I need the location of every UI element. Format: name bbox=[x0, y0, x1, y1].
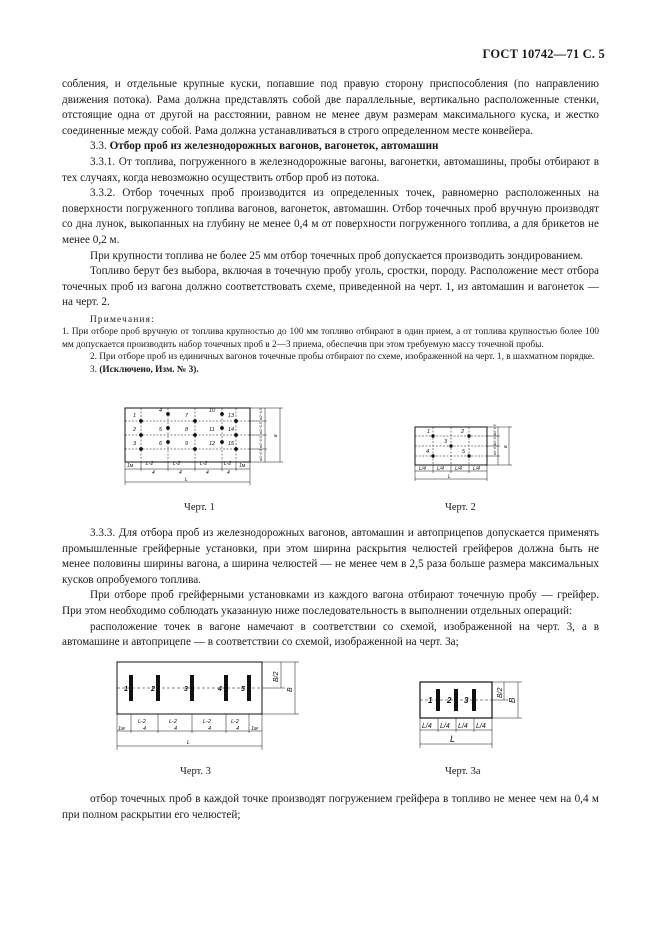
sample-point bbox=[467, 454, 470, 457]
point-label: 15 bbox=[228, 441, 235, 447]
sample-point bbox=[234, 433, 238, 437]
sample-point bbox=[449, 444, 452, 447]
sample-point bbox=[431, 454, 434, 457]
dim-label: 1м bbox=[127, 463, 134, 469]
dim-label: 1м bbox=[239, 463, 246, 469]
sample-point bbox=[139, 447, 143, 451]
sample-point bbox=[193, 433, 197, 437]
point-label: 11 bbox=[209, 427, 215, 433]
note-3-text: (Исключено, Изм. № 3). bbox=[99, 364, 199, 375]
dim-label: 1м bbox=[118, 726, 125, 732]
dim-label: в/2−0,5 bbox=[259, 408, 263, 420]
dim-label: 4 bbox=[236, 726, 240, 732]
dim-label: L/4 bbox=[476, 723, 486, 730]
dim-label: в/2−0,5 bbox=[259, 436, 263, 448]
sample-point bbox=[220, 412, 224, 416]
point-label: 12 bbox=[209, 441, 216, 447]
text-block-top bbox=[62, 77, 599, 376]
paragraph-intro: собления, и отдельные крупные куски, попавшие под правую сторону приспособления (по направлению движения потока). Рама должна представлять собой две параллельные, вертикально расположенные стенки, отстоящие одна от другой на расстоянии, равном не менее двум размерам максимального куска, и жестко соединенные между собой. Рама должна устанавливаться в строго определенном месте конвейера. bbox=[62, 78, 599, 137]
point-label: 1 bbox=[124, 686, 128, 693]
point-label: 2 bbox=[151, 686, 155, 693]
point-label: 2 bbox=[447, 696, 452, 705]
point-label: 5 bbox=[159, 427, 163, 433]
point-label: 2 bbox=[461, 429, 465, 435]
sample-point bbox=[166, 426, 170, 430]
dim-label: 4 bbox=[208, 726, 212, 732]
dim-label: L/4 bbox=[437, 466, 444, 472]
figure-1 bbox=[115, 405, 290, 495]
text-block-bottom bbox=[62, 792, 599, 823]
point-label: 3 bbox=[444, 439, 448, 445]
dim-label: 1м bbox=[251, 726, 258, 732]
figure-3 bbox=[107, 658, 307, 753]
dim-label: в/2−0,5 bbox=[259, 422, 263, 434]
dim-label: L-2 bbox=[146, 461, 154, 467]
dim-label: L-2 bbox=[231, 719, 239, 725]
dim-label: L-2 bbox=[200, 461, 208, 467]
point-label: 9 bbox=[185, 441, 189, 447]
dim-label: L bbox=[448, 474, 451, 480]
dim-label: L bbox=[187, 740, 191, 746]
notes-title: Примечания: bbox=[90, 314, 155, 325]
point-label: 3 bbox=[133, 441, 137, 447]
sample-point bbox=[220, 440, 224, 444]
sample-point bbox=[166, 412, 170, 416]
point-label: 7 bbox=[185, 413, 189, 419]
dim-label: в/2−0,5 bbox=[493, 424, 497, 435]
sample-point bbox=[166, 440, 170, 444]
dim-label: L-2 bbox=[224, 461, 232, 467]
paragraph-fuel: Топливо берут без выбора, включая в точечную пробу уголь, сростки, породу. Расположение мест отбора точечных проб из вагона должно соответствовать схеме, приведенной на черт. 1, из автомашин и вагонеток — на черт. 2. bbox=[62, 265, 599, 309]
figure-3-caption: Черт. 3 bbox=[180, 766, 211, 777]
dim-label: L-2 bbox=[169, 719, 177, 725]
grab-point bbox=[472, 689, 476, 711]
point-label: 2 bbox=[133, 427, 137, 433]
dim-label: в/2−0,5 bbox=[493, 444, 497, 455]
dim-label: в bbox=[273, 434, 279, 437]
paragraph-331: 3.3.1. От топлива, погруженного в железнодорожные вагоны, вагонетки, автомашины, пробы отбирают в тех случаях, когда невозможно осуществить отбор проб из потока. bbox=[62, 155, 599, 184]
paragraph-probe: При крупности топлива не более 25 мм отбор точечных проб допускается производить зондированием. bbox=[90, 249, 584, 262]
grab-point bbox=[129, 675, 133, 701]
dim-label: В bbox=[508, 697, 517, 703]
dim-label: 4 bbox=[227, 470, 230, 476]
dim-label: L-2 bbox=[173, 461, 181, 467]
point-label: 8 bbox=[185, 427, 189, 433]
dim-label: L-2 bbox=[138, 719, 146, 725]
page-header: ГОСТ 10742—71 С. 5 bbox=[482, 47, 605, 61]
sample-point bbox=[220, 426, 224, 430]
grab-point bbox=[247, 675, 251, 701]
dim-label: В/2 bbox=[273, 671, 280, 682]
grab-point bbox=[454, 689, 458, 711]
note-1: 1. При отборе проб вручную от топлива крупностью до 100 мм топливо отбирают в один прием, а от топлива крупностью более 100 мм допускается производить набор точечных проб в 2—3 приема, обеспечив при этом требуемую массу точечной пробы. bbox=[62, 327, 599, 350]
dim-label: L/4 bbox=[419, 466, 426, 472]
dim-label: 4 bbox=[179, 470, 182, 476]
point-label: 4 bbox=[426, 449, 430, 455]
sample-point bbox=[234, 419, 238, 423]
point-label: 1 bbox=[428, 696, 433, 705]
text-block-middle bbox=[62, 526, 599, 651]
sample-point bbox=[139, 433, 143, 437]
section-title: Отбор проб из железнодорожных вагонов, вагонеток, автомашин bbox=[109, 140, 439, 153]
point-label: 13 bbox=[228, 413, 235, 419]
point-label: 3 bbox=[464, 696, 469, 705]
sample-point bbox=[193, 419, 197, 423]
point-label: 4 bbox=[159, 408, 163, 414]
point-label: 6 bbox=[159, 441, 163, 447]
dim-label: 4 bbox=[152, 470, 155, 476]
sample-point bbox=[431, 434, 434, 437]
paragraph-333: 3.3.3. Для отбора проб из железнодорожных вагонов, автомашин и автоприцепов допускается применять промышленные грейферные установки, при этом ширина раскрытия челюстей грейферов должна быть не менее половины ширины вагона, а ширина челюстей — не менее чем в 2,5 раза больше размера максимальных кусков опробуемого топлива. bbox=[62, 527, 599, 586]
dim-label: В/2 bbox=[497, 687, 504, 698]
dim-label: L/4 bbox=[440, 723, 450, 730]
paragraph-points: расположение точек в вагоне намечают в соответствии со схемой, изображенной на черт. 3, а в автомашине и автоприцепе — в соответствии со схемой, изображенной на черт. 3а; bbox=[62, 620, 599, 649]
dim-label: L/4 bbox=[458, 723, 468, 730]
dim-label: L/4 bbox=[455, 466, 462, 472]
sample-point bbox=[139, 419, 143, 423]
paragraph-last: отбор точечных проб в каждой точке производят погружением грейфера в топливо не менее чем на 0,4 м при полном раскрытии его челюстей; bbox=[62, 793, 599, 821]
figure-1-caption: Черт. 1 bbox=[184, 502, 215, 513]
dim-label: в/2−0,5 bbox=[493, 434, 497, 445]
note-2: 2. При отборе проб из единичных вагонов точечные пробы отбирают по схеме, изображенной на черт. 1, в шахматном порядке. bbox=[90, 352, 595, 363]
note-3 bbox=[62, 364, 599, 376]
figure-2-caption: Черт. 2 bbox=[445, 502, 476, 513]
note-3-number: 3. bbox=[90, 364, 97, 375]
dim-label: L bbox=[450, 734, 456, 744]
sample-point bbox=[234, 447, 238, 451]
point-label: 5 bbox=[462, 449, 466, 455]
dim-label: В bbox=[287, 687, 294, 692]
grab-point bbox=[190, 675, 194, 701]
figure-2 bbox=[410, 423, 520, 488]
dim-label: L bbox=[185, 477, 188, 483]
dim-label: L/4 bbox=[422, 723, 432, 730]
sample-point bbox=[467, 434, 470, 437]
sample-point bbox=[193, 447, 197, 451]
dim-label: L-2 bbox=[203, 719, 211, 725]
grab-point bbox=[156, 675, 160, 701]
dim-label: 4 bbox=[143, 726, 147, 732]
dim-label: в/2−0,5 bbox=[259, 449, 263, 461]
point-label: 14 bbox=[228, 427, 235, 433]
dim-label: в bbox=[503, 445, 509, 448]
point-label: 4 bbox=[218, 686, 222, 693]
section-number: 3.3. bbox=[90, 140, 107, 153]
dim-label: L/4 bbox=[473, 466, 480, 472]
grab-point bbox=[224, 675, 228, 701]
grab-point bbox=[436, 689, 440, 711]
paragraph-grab: При отборе проб грейферными установками из каждого вагона отбирают точечную пробу — грейфер. При этом необходимо соблюдать указанную ниже последовательность в выполнении отдельных операций: bbox=[62, 589, 599, 617]
point-label: 1 bbox=[133, 413, 137, 419]
point-label: 1 bbox=[427, 429, 431, 435]
point-label: 10 bbox=[209, 408, 216, 414]
figure-3a bbox=[410, 672, 530, 757]
dim-label: 4 bbox=[206, 470, 209, 476]
figure-3a-caption: Черт. 3а bbox=[445, 766, 481, 777]
paragraph-332: 3.3.2. Отбор точечных проб производится из определенных точек, равномерно расположенных на поверхности погруженного топлива вагонов, вагонеток, автомашин. Отбор точечных проб вручную производят со дна лунок, выкопанных на глубину не менее 0,4 м от поверхности погруженного топлива, а для брикетов не менее 0,2 м. bbox=[62, 187, 599, 246]
dim-label: 4 bbox=[174, 726, 178, 732]
section-heading bbox=[62, 139, 599, 155]
point-label: 5 bbox=[241, 686, 245, 693]
point-label: 3 bbox=[184, 686, 188, 693]
